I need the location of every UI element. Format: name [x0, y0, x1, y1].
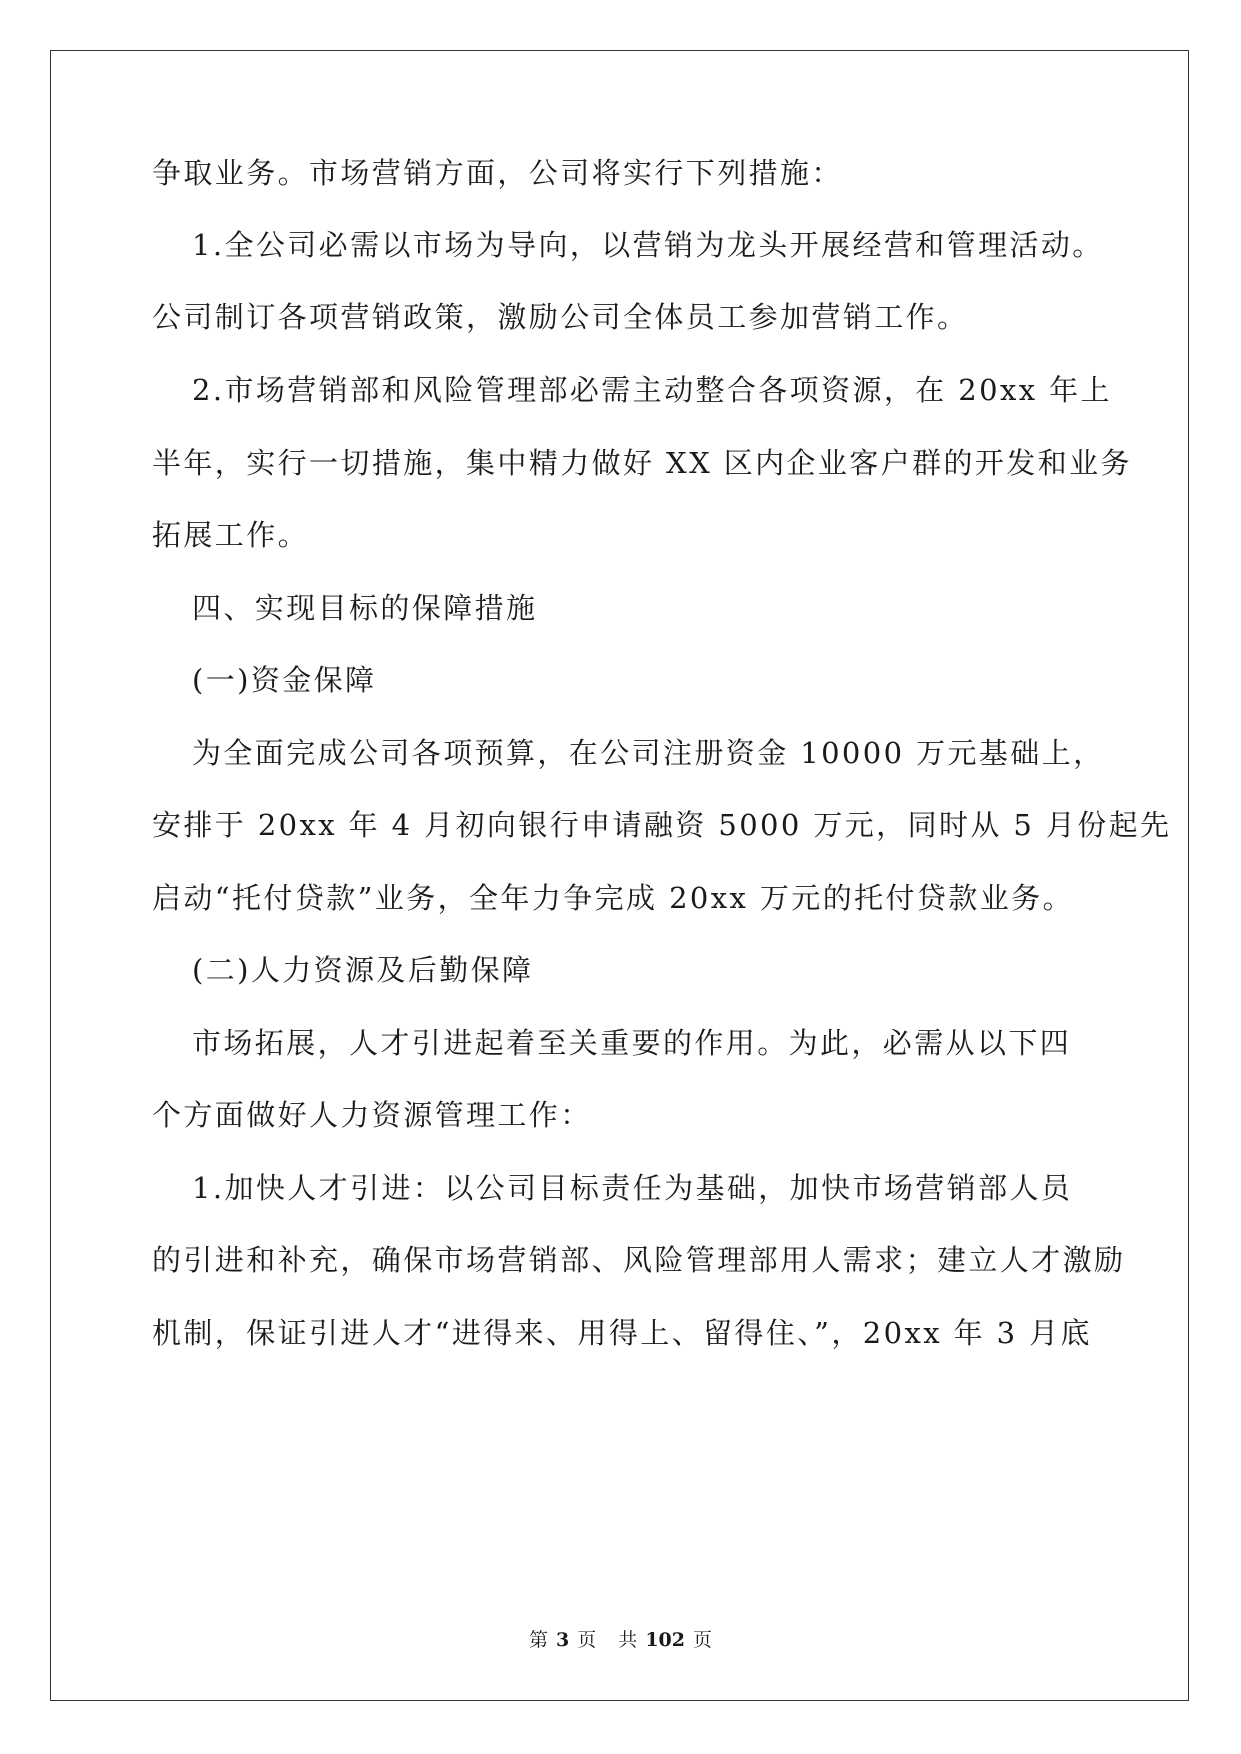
text-line: 半年，实行一切措施，集中精力做好 XX 区内企业客户群的开发和业务 — [152, 446, 1132, 480]
page-number: 3 — [556, 1629, 570, 1651]
text-line: 为全面完成公司各项预算，在公司注册资金 10000 万元基础上， — [192, 736, 1105, 770]
text-line: 市场拓展，人才引进起着至关重要的作用。为此，必需从以下四 — [192, 1026, 1072, 1060]
text-line: 安排于 20xx 年 4 月初向银行申请融资 5000 万元，同时从 5 月份起先 — [152, 808, 1172, 842]
text-line: 启动“托付贷款”业务，全年力争完成 20xx 万元的托付贷款业务。 — [152, 881, 1074, 915]
page-footer — [0, 1628, 1241, 1652]
text-line: 公司制订各项营销政策，激励公司全体员工参加营销工作。 — [152, 300, 969, 334]
text-line: 1.加快人才引进：以公司目标责任为基础，加快市场营销部人员 — [192, 1171, 1073, 1205]
text-line: 机制，保证引进人才“进得来、用得上、留得住、”，20xx 年 3 月底 — [152, 1316, 1092, 1350]
total-suffix: 页 — [692, 1629, 712, 1651]
text-line: 拓展工作。 — [152, 518, 310, 552]
text-line: 个方面做好人力资源管理工作： — [152, 1098, 592, 1132]
text-line: 的引进和补充，确保市场营销部、风险管理部用人需求；建立人才激励 — [152, 1243, 1126, 1277]
text-line: 1.全公司必需以市场为导向，以营销为龙头开展经营和管理活动。 — [192, 228, 1104, 262]
page-border — [50, 50, 1189, 1701]
text-line: 2.市场营销部和风险管理部必需主动整合各项资源，在 20xx 年上 — [192, 373, 1112, 407]
subsection-heading: (一)资金保障 — [192, 663, 377, 697]
total-prefix: 共 — [618, 1629, 638, 1651]
page-suffix: 页 — [577, 1629, 597, 1651]
page-number-label — [525, 1629, 600, 1651]
page-prefix: 第 — [528, 1629, 548, 1651]
section-heading: 四、实现目标的保障措施 — [192, 591, 538, 625]
subsection-heading: (二)人力资源及后勤保障 — [192, 953, 534, 987]
text-line: 争取业务。市场营销方面，公司将实行下列措施： — [152, 156, 843, 190]
total-number: 102 — [645, 1629, 685, 1651]
total-pages-label — [614, 1629, 716, 1651]
